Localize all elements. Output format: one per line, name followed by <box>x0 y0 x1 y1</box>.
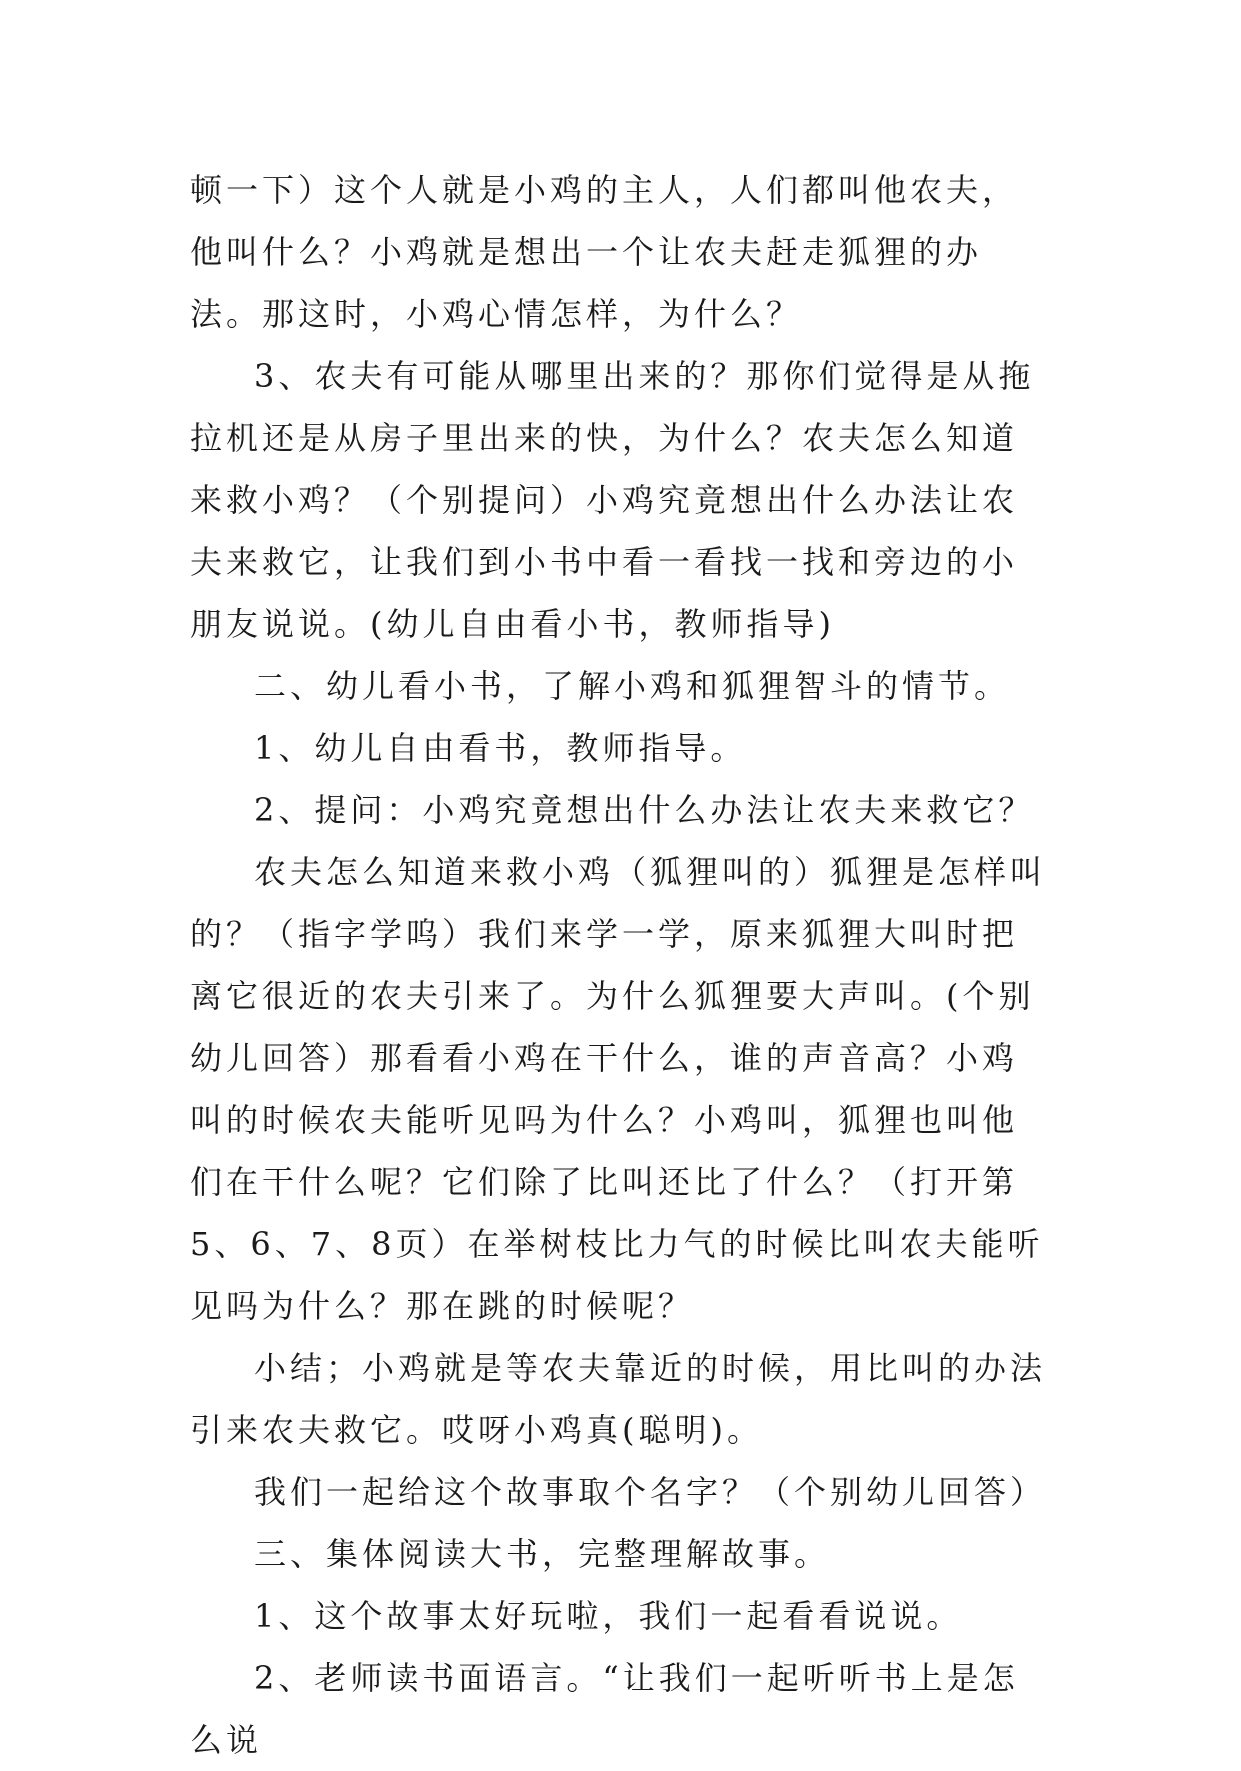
section-heading: 二、幼儿看小书，了解小鸡和狐狸智斗的情节。 <box>254 667 1011 705</box>
body-text <box>190 159 1050 1771</box>
paragraph: 小结；小鸡就是等农夫靠近的时候，用比叫的办法引来农夫救它。哎呀小鸡真(聪明)。 <box>190 1349 1047 1449</box>
paragraph: 顿一下）这个人就是小鸡的主人，人们都叫他农夫，他叫什么？小鸡就是想出一个让农夫赶走狐狸的办法。那这时，小鸡心情怎样，为什么？ <box>190 171 1019 333</box>
paragraph: 1、这个故事太好玩啦，我们一起看看说说。 <box>254 1597 963 1635</box>
paragraph: 1、幼儿自由看书，教师指导。 <box>254 729 747 767</box>
paragraph: 2、提问：小鸡究竟想出什么办法让农夫来救它？ <box>254 791 1035 829</box>
section-heading: 三、集体阅读大书，完整理解故事。 <box>254 1535 831 1573</box>
paragraph: 3、农夫有可能从哪里出来的？那你们觉得是从拖拉机还是从房子里出来的快，为什么？农夫怎么知道来救小鸡？（个别提问）小鸡究竟想出什么办法让农夫来救它，让我们到小书中看一看找一找和旁边的小朋友说说。(幼儿自由看小书，教师指导) <box>190 357 1035 643</box>
paragraph: 2、老师读书面语言。“让我们一起听听书上是怎么说 <box>190 1659 1019 1759</box>
paragraph: 我们一起给这个故事取个名字？（个别幼儿回答） <box>254 1473 1047 1511</box>
paragraph: 农夫怎么知道来救小鸡（狐狸叫的）狐狸是怎样叫的？（指字学呜）我们来学一学，原来狐狸大叫时把离它很近的农夫引来了。为什么狐狸要大声叫。(个别幼儿回答）那看看小鸡在干什么，谁的声音高？小鸡叫的时候农夫能听见吗为什么？小鸡叫，狐狸也叫他们在干什么呢？它们除了比叫还比了什么？（打开第5、6、7、8页）在举树枝比力气的时候比叫农夫能听见吗为什么？那在跳的时候呢？ <box>190 853 1047 1325</box>
